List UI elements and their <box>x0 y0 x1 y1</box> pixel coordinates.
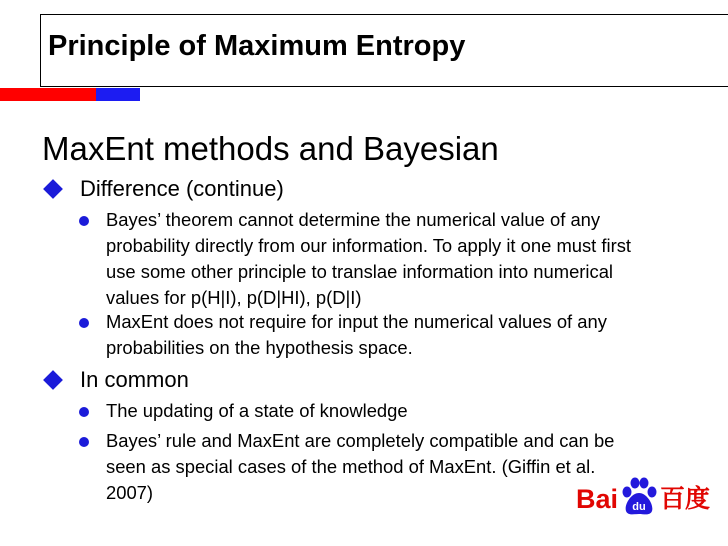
bullet-in-common: In common <box>80 367 189 392</box>
svg-text:du: du <box>632 501 646 513</box>
accent-bar-blue <box>96 88 140 101</box>
round-bullet-icon <box>79 318 89 328</box>
section-heading: MaxEnt methods and Bayesian <box>42 130 499 167</box>
title-underline <box>40 86 728 87</box>
diamond-bullet-icon <box>43 179 63 199</box>
round-bullet-icon <box>79 437 89 447</box>
baidu-watermark-logo: Bai du 百度 <box>574 477 724 519</box>
list-item: Bayes’ theorem cannot determine the numerical value of any probability directly from our information. To apply it one must first use some other principle to translae information into numerical values for p(H|I), p(D|HI), p(D|I) <box>106 209 632 308</box>
list-item: The updating of a state of knowledge <box>106 400 408 421</box>
paw-icon <box>620 477 658 517</box>
slide-title: Principle of Maximum Entropy <box>48 30 466 62</box>
diamond-bullet-icon <box>43 370 63 390</box>
list-item: Bayes’ rule and MaxEnt are completely compatible and can be seen as special cases of the method of MaxEnt. (Giffin et al. 2007) <box>106 430 615 503</box>
round-bullet-icon <box>79 407 89 417</box>
round-bullet-icon <box>79 216 89 226</box>
bullet-difference: Difference (continue) <box>80 176 284 201</box>
accent-bar-red <box>0 88 96 101</box>
list-item: MaxEnt does not require for input the numerical values of any probabilities on the hypothesis space. <box>106 311 607 358</box>
